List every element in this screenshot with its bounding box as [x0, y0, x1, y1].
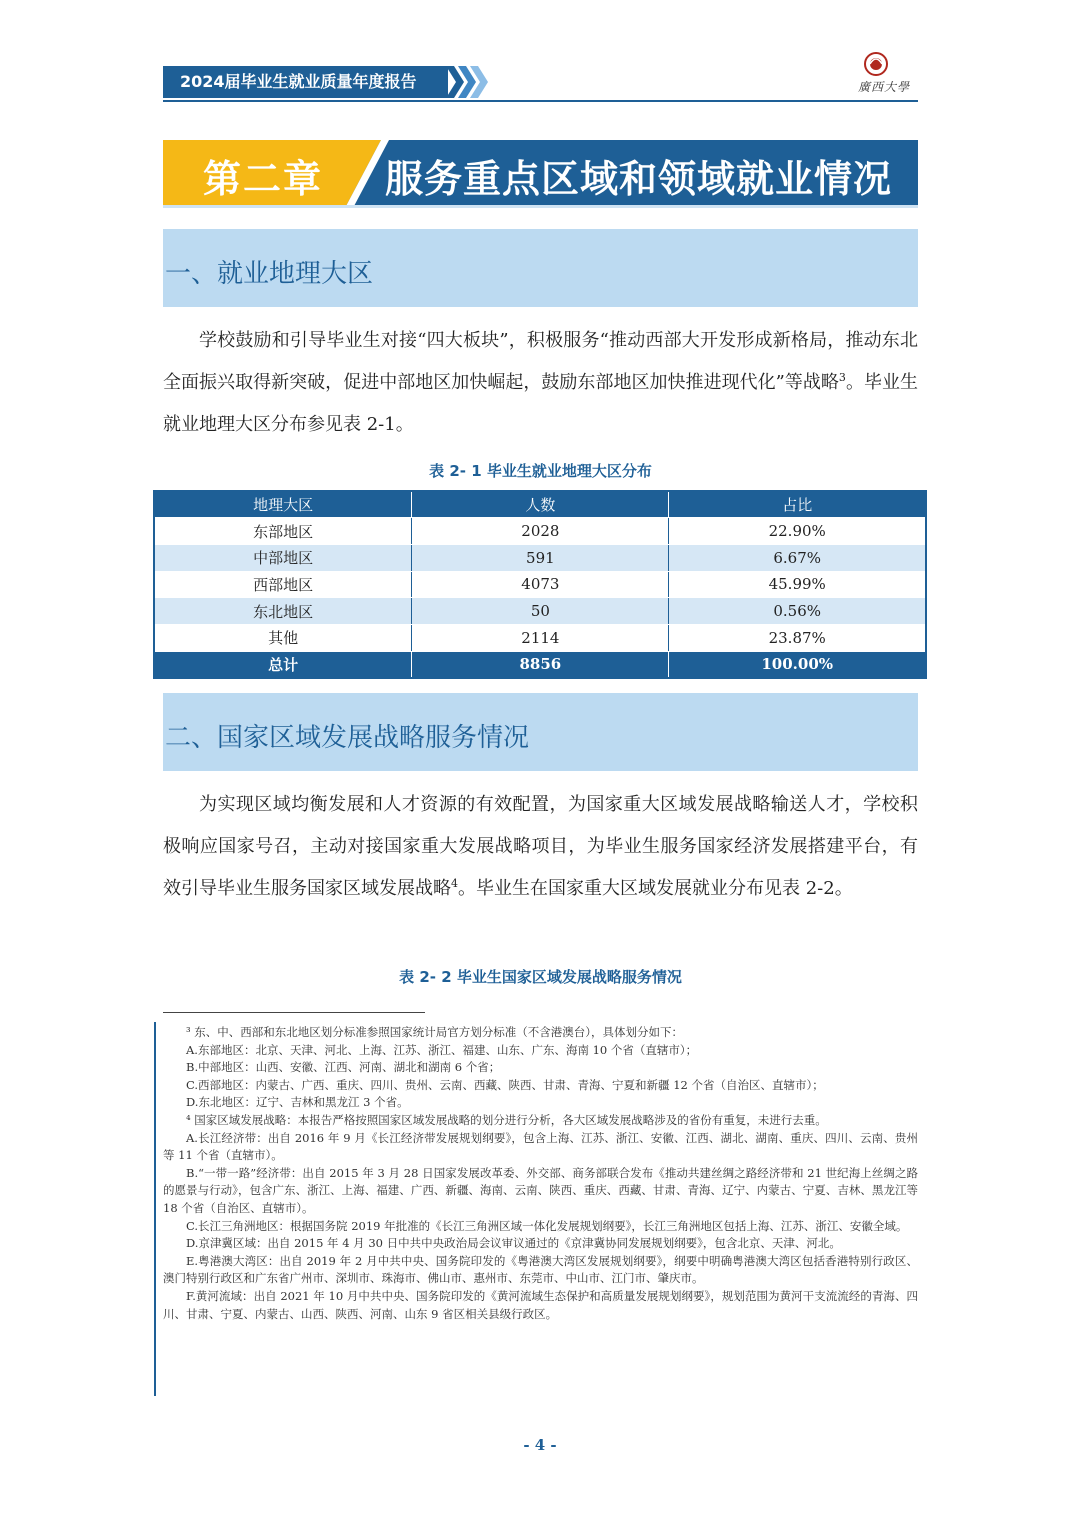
chapter-banner	[163, 140, 918, 208]
section-heading-1-text: 一、就业地理大区	[165, 259, 374, 289]
table-cell: 总计	[154, 651, 412, 678]
footnotes	[163, 1024, 918, 1323]
table-cell: 4073	[412, 571, 669, 598]
footnote-line: D.京津冀区域：出自 2015 年 4 月 30 日中共中央政治局会议审议通过的《京津冀协同发展规划纲要》，包含北京、天津、河北。	[186, 1236, 841, 1251]
table-row	[154, 624, 926, 651]
footnote-ref-3[interactable]: 3	[838, 371, 846, 384]
page-number: - 4 -	[523, 1436, 557, 1454]
chapter-title: 服务重点区域和领域就业情况	[385, 157, 893, 201]
table-total-row	[154, 651, 926, 678]
footnote-line: A.长江经济带：出自 2016 年 9 月《长江经济带发展规划纲要》，包含上海、江苏、浙江、安徽、江西、湖北、湖南、重庆、四川、云南、贵州等 11 个省（直辖市）。	[163, 1130, 918, 1163]
table-cell: 西部地区	[154, 571, 412, 598]
footnote-line: A.东部地区：北京、天津、河北、上海、江苏、浙江、福建、山东、广东、海南 10 个省（直辖市）；	[186, 1042, 698, 1057]
logo-wordmark: 廣西大學	[858, 80, 911, 94]
table-cell: 0.56%	[669, 598, 926, 625]
footnote-line: B.中部地区：山西、安徽、江西、河南、湖北和湖南 6 个省；	[186, 1060, 501, 1075]
table-header-cell: 地理大区	[154, 491, 412, 518]
footnote-line: D.东北地区：辽宁、吉林和黑龙江 3 个省。	[186, 1095, 409, 1110]
table-cell: 2028	[412, 518, 669, 545]
section-1-paragraph	[163, 320, 918, 446]
footnote-line: E.粤港澳大湾区：出自 2019 年 2 月中共中央、国务院印发的《粤港澳大湾区发展规划纲要》，纲要中明确粤港澳大湾区包括香港特别行政区、澳门特别行政区和广东省广州市、深圳市、珠海市、佛山市、惠州市、东莞市、中山市、江门市、肇庆市。	[163, 1253, 918, 1286]
table-cell: 东北地区	[154, 598, 412, 625]
footnote-line: F.黄河流域：出自 2021 年 10 月中共中央、国务院印发的《黄河流域生态保护和高质量发展规划纲要》，规划范围为黄河干支流流经的青海、四川、甘肃、宁夏、内蒙古、山西、陕西、河南、山东 9 省区相关县级行政区。	[163, 1288, 918, 1321]
footnote-separator	[163, 1012, 425, 1013]
table-cell: 6.67%	[669, 544, 926, 571]
table-row	[154, 598, 926, 625]
table-header-row	[154, 491, 926, 518]
header-rule	[163, 100, 918, 102]
chapter-number: 第二章	[203, 157, 324, 201]
section-heading-1	[163, 229, 918, 307]
table-row	[154, 518, 926, 545]
section-heading-2-text: 二、国家区域发展战略服务情况	[165, 723, 530, 753]
table-header-cell: 占比	[669, 491, 926, 518]
table-row	[154, 571, 926, 598]
footnote-ref-4[interactable]: 4	[451, 877, 458, 890]
report-header-title: 2024届毕业生就业质量年度报告	[163, 66, 448, 98]
region-distribution-table	[153, 490, 927, 679]
table-cell: 50	[412, 598, 669, 625]
footnote-line: ⁴ 国家区域发展战略：本报告严格按照国家区域发展战略的划分进行分析，各大区域发展战略涉及的省份有重复，未进行去重。	[186, 1112, 827, 1127]
table-cell: 8856	[412, 651, 669, 678]
table-cell: 45.99%	[669, 571, 926, 598]
chevron-icon-3	[470, 66, 488, 98]
section-2-paragraph	[163, 784, 918, 910]
table-cell: 其他	[154, 624, 412, 651]
table-row	[154, 544, 926, 571]
table-cell: 591	[412, 544, 669, 571]
footnote-sidebar	[154, 1022, 156, 1396]
paragraph-text: 。毕业生就业地理大区分布参见表 2-1。	[163, 372, 918, 435]
paragraph-text: 学校鼓励和引导毕业生对接“四大板块”，积极服务“推动西部大开发形成新格局，推动东北全面振兴取得新突破，促进中部地区加快崛起，鼓励东部地区加快推进现代化”等战略	[163, 330, 918, 393]
table-header-cell: 人数	[412, 491, 669, 518]
table-cell: 100.00%	[669, 651, 926, 678]
table-cell: 23.87%	[669, 624, 926, 651]
table-1-caption: 表 2- 1 毕业生就业地理大区分布	[429, 462, 652, 480]
paragraph-text: 为实现区域均衡发展和人才资源的有效配置，为国家重大区域发展战略输送人才，学校积极响应国家号召，主动对接国家重大发展战略项目，为毕业生服务国家经济发展搭建平台，有效引导毕业生服务国家区域发展战略	[163, 794, 918, 899]
table-cell: 东部地区	[154, 518, 412, 545]
footnote-line: ³ 东、中、西部和东北地区划分标准参照国家统计局官方划分标准（不含港澳台），具体划分如下：	[186, 1025, 684, 1039]
table-cell: 22.90%	[669, 518, 926, 545]
paragraph-text: 。毕业生在国家重大区域发展就业分布见表 2-2。	[458, 878, 853, 899]
university-logo	[852, 50, 916, 98]
section-heading-2	[163, 693, 918, 771]
table-cell: 2114	[412, 624, 669, 651]
footnote-line: B.“一带一路”经济带：出自 2015 年 3 月 28 日国家发展改革委、外交部、商务部联合发布《推动共建丝绸之路经济带和 21 世纪海上丝绸之路的愿景与行动》，包含广东、浙江、上海、福建、广西、新疆、海南、云南、陕西、重庆、西藏、甘肃、青海、辽宁、内蒙古、宁夏、吉林、黑龙江等 18 个省（自治区、直辖市）。	[163, 1165, 918, 1215]
footnote-line: C.长江三角洲地区：根据国务院 2019 年批准的《长江三角洲区域一体化发展规划纲要》，长江三角洲地区包括上海、江苏、浙江、安徽全域。	[186, 1218, 908, 1233]
table-cell: 中部地区	[154, 544, 412, 571]
table-2-caption: 表 2- 2 毕业生国家区域发展战略服务情况	[399, 968, 682, 986]
footnote-line: C.西部地区：内蒙古、广西、重庆、四川、贵州、云南、西藏、陕西、甘肃、青海、宁夏和新疆 12 个省（自治区、直辖市）；	[186, 1077, 824, 1092]
